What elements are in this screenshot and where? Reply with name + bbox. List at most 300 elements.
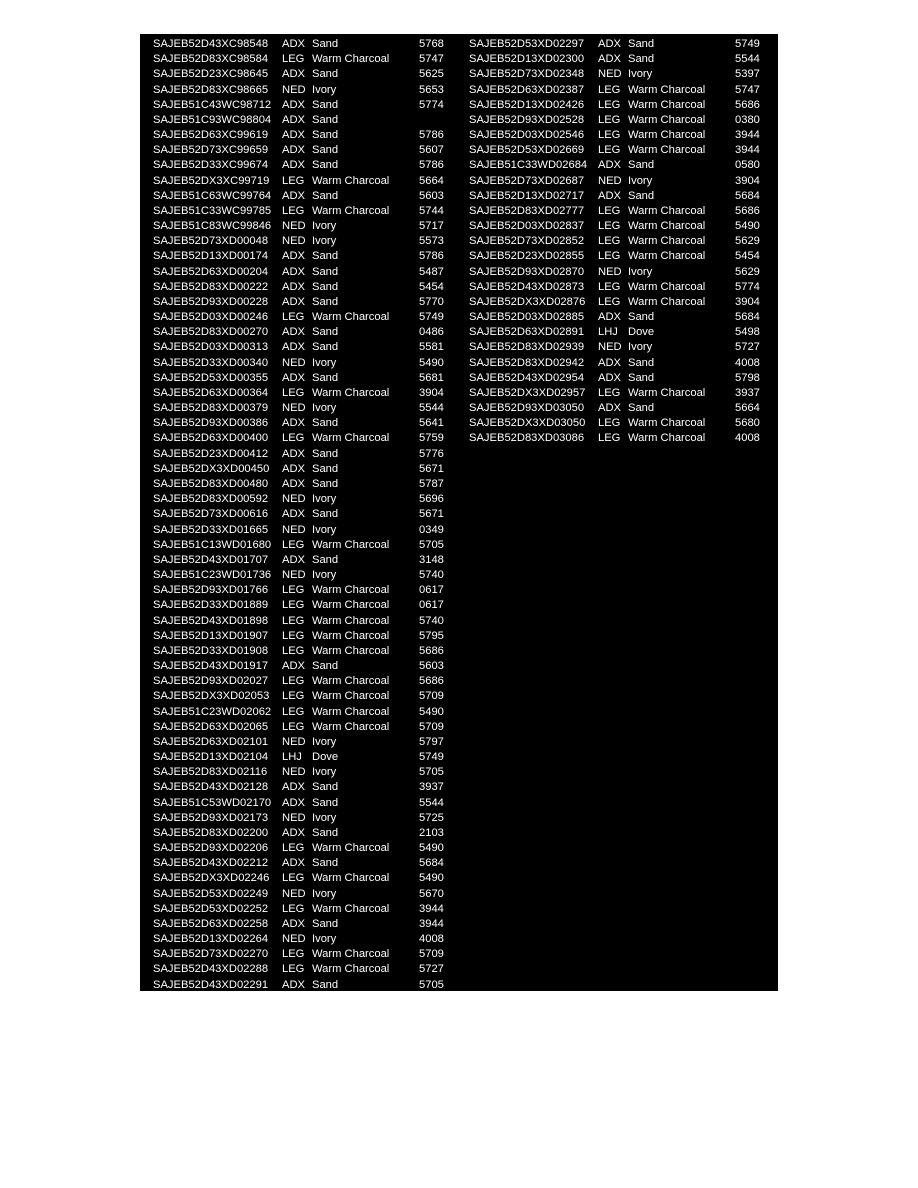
trim-code: LEG <box>282 204 305 217</box>
trim-color: Sand <box>628 371 655 384</box>
vin-number: SAJEB52D83XD00270 <box>153 326 269 339</box>
vin-number: SAJEB52D13XD02104 <box>153 751 269 764</box>
trim-code: NED <box>282 402 306 415</box>
trim-code: ADX <box>282 508 306 521</box>
trim-color: Sand <box>312 68 339 81</box>
vin-number: SAJEB52D73XD00048 <box>153 235 269 248</box>
trim-color: Sand <box>628 402 655 415</box>
trim-code: LEG <box>282 311 305 324</box>
trim-code: ADX <box>598 189 622 202</box>
trim-color: Warm Charcoal <box>312 963 390 976</box>
trim-code: NED <box>598 265 622 278</box>
record-number: 5717 <box>419 220 444 233</box>
record-number: 5487 <box>419 265 444 278</box>
trim-color: Sand <box>312 129 339 142</box>
trim-color: Warm Charcoal <box>628 295 706 308</box>
trim-color: Warm Charcoal <box>312 432 390 445</box>
trim-code: LEG <box>598 204 621 217</box>
record-number: 5544 <box>419 796 444 809</box>
vin-number: SAJEB52D43XD02954 <box>469 371 585 384</box>
record-number: 5603 <box>419 660 444 673</box>
trim-color: Sand <box>628 38 655 50</box>
trim-code: LEG <box>598 220 621 233</box>
record-number: 0580 <box>735 159 760 172</box>
vin-number: SAJEB52D63XD02258 <box>153 917 269 930</box>
trim-color: Sand <box>628 356 655 369</box>
trim-code: ADX <box>282 189 306 202</box>
trim-color: Ivory <box>312 493 337 506</box>
record-number: 5686 <box>735 204 760 217</box>
record-number: 5787 <box>419 477 444 490</box>
record-number: 5774 <box>419 98 444 111</box>
record-number: 5786 <box>419 250 444 263</box>
record-number: 2103 <box>419 826 444 839</box>
trim-color: Ivory <box>628 265 653 278</box>
trim-color: Warm Charcoal <box>312 872 390 885</box>
vin-number: SAJEB52D63XD02101 <box>153 735 269 748</box>
record-number: 0486 <box>419 326 444 339</box>
trim-color: Sand <box>312 250 339 263</box>
trim-color: Warm Charcoal <box>312 720 390 733</box>
vin-number: SAJEB52D93XD02870 <box>469 265 585 278</box>
record-number: 3944 <box>419 902 444 915</box>
trim-code: LEG <box>282 948 305 961</box>
vin-number: SAJEB52D73XD02270 <box>153 948 269 961</box>
trim-color: Sand <box>312 341 339 354</box>
trim-color: Sand <box>312 477 339 490</box>
vin-number: SAJEB52D13XD02426 <box>469 98 585 111</box>
trim-color: Sand <box>312 295 339 308</box>
vin-number: SAJEB52D93XD00386 <box>153 417 269 430</box>
vin-number: SAJEB52D43XD02873 <box>469 280 585 293</box>
trim-color: Ivory <box>312 766 337 779</box>
vin-number: SAJEB52D53XD02297 <box>469 38 585 50</box>
trim-color: Sand <box>312 113 339 126</box>
vin-number: SAJEB52D13XD02300 <box>469 53 585 66</box>
vin-number: SAJEB52D33XD01908 <box>153 644 269 657</box>
record-number: 5490 <box>735 220 760 233</box>
trim-color: Sand <box>628 159 655 172</box>
vin-number: SAJEB52D53XD02252 <box>153 902 269 915</box>
record-number: 5544 <box>419 402 444 415</box>
trim-code: LEG <box>598 98 621 111</box>
trim-color: Ivory <box>312 735 337 748</box>
trim-color: Warm Charcoal <box>628 83 706 96</box>
trim-color: Ivory <box>312 83 337 96</box>
trim-code: LEG <box>598 250 621 263</box>
trim-code: LEG <box>598 129 621 142</box>
record-number: 5749 <box>419 311 444 324</box>
trim-code: LEG <box>598 386 621 399</box>
trim-code: NED <box>598 68 622 81</box>
trim-code: ADX <box>282 280 306 293</box>
record-number: 5653 <box>419 83 444 96</box>
vin-number: SAJEB52D03XD00246 <box>153 311 269 324</box>
trim-code: LEG <box>282 963 305 976</box>
vin-number: SAJEB52D83XD00480 <box>153 477 269 490</box>
trim-color: Ivory <box>312 811 337 824</box>
trim-color: Warm Charcoal <box>312 599 390 612</box>
record-number: 3904 <box>735 174 760 187</box>
vin-number: SAJEB52D63XD02387 <box>469 83 585 96</box>
record-number: 0617 <box>419 599 444 612</box>
trim-code: ADX <box>282 796 306 809</box>
vin-number: SAJEB52D93XD03050 <box>469 402 585 415</box>
trim-color: Sand <box>628 189 655 202</box>
trim-code: LEG <box>282 174 305 187</box>
trim-code: ADX <box>282 826 306 839</box>
vin-number: SAJEB52D53XD02669 <box>469 144 585 157</box>
record-number: 5705 <box>419 766 444 779</box>
vin-number: SAJEB52D83XC98665 <box>153 83 269 96</box>
vin-number: SAJEB52D43XD02128 <box>153 781 269 794</box>
trim-code: LEG <box>282 675 305 688</box>
trim-code: ADX <box>598 371 622 384</box>
trim-color: Warm Charcoal <box>312 705 390 718</box>
record-number: 5768 <box>419 38 444 50</box>
trim-color: Warm Charcoal <box>312 311 390 324</box>
record-number: 5770 <box>419 295 444 308</box>
trim-color: Ivory <box>628 174 653 187</box>
record-number: 4008 <box>735 356 760 369</box>
vin-number: SAJEB51C23WD01736 <box>153 569 272 582</box>
record-number: 5727 <box>419 963 444 976</box>
record-number: 5454 <box>735 250 760 263</box>
trim-color: Sand <box>312 660 339 673</box>
trim-color: Dove <box>628 326 655 339</box>
vin-number: SAJEB51C33WC99785 <box>153 204 272 217</box>
trim-code: ADX <box>282 447 306 460</box>
trim-color: Sand <box>312 826 339 839</box>
record-number: 5607 <box>419 144 444 157</box>
trim-color: Warm Charcoal <box>312 174 390 187</box>
vin-number: SAJEB52D73XD00616 <box>153 508 269 521</box>
vin-number: SAJEB52D53XD00355 <box>153 371 269 384</box>
record-number: 5498 <box>735 326 760 339</box>
record-number: 5629 <box>735 235 760 248</box>
record-number: 5705 <box>419 538 444 551</box>
vin-number: SAJEB52D33XD00340 <box>153 356 269 369</box>
record-number: 5670 <box>419 887 444 900</box>
trim-code: NED <box>282 569 306 582</box>
record-number: 5490 <box>419 872 444 885</box>
vin-number: SAJEB52D43XD01898 <box>153 614 269 627</box>
vin-number: SAJEB52D73XC99659 <box>153 144 269 157</box>
trim-code: LEG <box>282 705 305 718</box>
trim-color: Warm Charcoal <box>628 235 706 248</box>
trim-code: ADX <box>282 462 306 475</box>
record-number: 3944 <box>419 917 444 930</box>
vin-number: SAJEB52D43XD01707 <box>153 553 269 566</box>
trim-color: Warm Charcoal <box>312 629 390 642</box>
trim-color: Warm Charcoal <box>628 220 706 233</box>
vin-number: SAJEB52DX3XC99719 <box>153 174 270 187</box>
vin-number: SAJEB52D43XD02212 <box>153 857 269 870</box>
trim-color: Warm Charcoal <box>312 842 390 855</box>
vin-number: SAJEB52D73XD02687 <box>469 174 585 187</box>
vin-list-panel <box>140 34 778 991</box>
record-number: 5740 <box>419 614 444 627</box>
vin-number: SAJEB52D73XD02348 <box>469 68 585 81</box>
trim-code: ADX <box>598 402 622 415</box>
record-number: 5490 <box>419 705 444 718</box>
record-number: 5759 <box>419 432 444 445</box>
record-number: 3904 <box>419 386 444 399</box>
trim-color: Sand <box>312 326 339 339</box>
record-number: 5747 <box>735 83 760 96</box>
vin-number: SAJEB52D03XD02885 <box>469 311 585 324</box>
record-number: 5680 <box>735 417 760 430</box>
record-number: 3944 <box>735 144 760 157</box>
vin-number: SAJEB52D83XD00222 <box>153 280 269 293</box>
record-number: 5681 <box>419 371 444 384</box>
vin-number: SAJEB52D43XC98548 <box>153 38 269 50</box>
trim-code: ADX <box>282 129 306 142</box>
trim-code: LEG <box>282 53 305 66</box>
trim-code: LEG <box>282 872 305 885</box>
trim-color: Warm Charcoal <box>628 129 706 142</box>
trim-code: ADX <box>282 98 306 111</box>
vin-number: SAJEB52DX3XD02053 <box>153 690 270 703</box>
vin-number: SAJEB52D23XD02855 <box>469 250 585 263</box>
trim-code: ADX <box>598 311 622 324</box>
vin-number: SAJEB51C93WC98804 <box>153 113 272 126</box>
vin-number: SAJEB52D83XD03086 <box>469 432 585 445</box>
vin-number: SAJEB52D93XD02027 <box>153 675 269 688</box>
record-number: 5795 <box>419 629 444 642</box>
trim-code: NED <box>598 174 622 187</box>
vin-number: SAJEB52D33XD01889 <box>153 599 269 612</box>
trim-code: ADX <box>598 38 622 50</box>
vin-number: SAJEB52D43XD01917 <box>153 660 269 673</box>
record-number: 5397 <box>735 68 760 81</box>
vin-number: SAJEB52D63XD02891 <box>469 326 585 339</box>
record-number: 0617 <box>419 584 444 597</box>
record-number: 5629 <box>735 265 760 278</box>
record-number: 5740 <box>419 569 444 582</box>
trim-code: ADX <box>598 53 622 66</box>
record-number: 5573 <box>419 235 444 248</box>
trim-color: Sand <box>312 371 339 384</box>
trim-color: Warm Charcoal <box>312 386 390 399</box>
record-number: 5798 <box>735 371 760 384</box>
trim-code: LEG <box>282 842 305 855</box>
trim-code: LEG <box>598 83 621 96</box>
trim-color: Sand <box>628 53 655 66</box>
trim-color: Ivory <box>312 523 337 536</box>
record-number: 5684 <box>735 189 760 202</box>
trim-color: Warm Charcoal <box>628 250 706 263</box>
trim-code: ADX <box>282 781 306 794</box>
record-number: 5686 <box>419 644 444 657</box>
record-number: 5603 <box>419 189 444 202</box>
record-number: 5684 <box>735 311 760 324</box>
vin-number: SAJEB52D03XD02837 <box>469 220 585 233</box>
record-number: 0380 <box>735 113 760 126</box>
trim-code: LEG <box>282 690 305 703</box>
trim-color: Sand <box>312 189 339 202</box>
record-number: 5544 <box>735 53 760 66</box>
trim-code: LEG <box>282 629 305 642</box>
trim-code: ADX <box>598 159 622 172</box>
trim-code: NED <box>282 83 306 96</box>
trim-code: ADX <box>282 159 306 172</box>
record-number: 3937 <box>419 781 444 794</box>
trim-color: Ivory <box>628 341 653 354</box>
trim-color: Sand <box>312 462 339 475</box>
trim-code: LEG <box>282 902 305 915</box>
trim-code: LEG <box>282 720 305 733</box>
trim-color: Sand <box>628 311 655 324</box>
record-number: 5641 <box>419 417 444 430</box>
trim-color: Sand <box>312 857 339 870</box>
trim-color: Warm Charcoal <box>628 432 706 445</box>
trim-color: Ivory <box>312 220 337 233</box>
vin-number: SAJEB51C13WD01680 <box>153 538 272 551</box>
vin-number: SAJEB52DX3XD02876 <box>469 295 586 308</box>
vin-number: SAJEB52D93XD02173 <box>153 811 269 824</box>
record-number: 5581 <box>419 341 444 354</box>
record-number: 5696 <box>419 493 444 506</box>
vin-number: SAJEB52D33XC99674 <box>153 159 269 172</box>
trim-color: Warm Charcoal <box>312 53 390 66</box>
record-number: 5490 <box>419 356 444 369</box>
trim-color: Sand <box>312 159 339 172</box>
record-number: 3937 <box>735 386 760 399</box>
trim-code: ADX <box>282 38 306 50</box>
vin-number: SAJEB51C83WC99846 <box>153 220 272 233</box>
trim-code: LEG <box>282 432 305 445</box>
record-number: 5709 <box>419 690 444 703</box>
trim-color: Sand <box>312 917 339 930</box>
trim-code: LEG <box>598 280 621 293</box>
trim-color: Warm Charcoal <box>312 644 390 657</box>
vin-number: SAJEB52D93XD00228 <box>153 295 269 308</box>
trim-code: LEG <box>598 417 621 430</box>
trim-color: Ivory <box>312 235 337 248</box>
trim-code: NED <box>282 735 306 748</box>
record-number: 5454 <box>419 280 444 293</box>
vin-number: SAJEB52DX3XD03050 <box>469 417 586 430</box>
trim-code: ADX <box>282 250 306 263</box>
record-number: 5664 <box>735 402 760 415</box>
trim-code: ADX <box>282 144 306 157</box>
vin-number: SAJEB52D13XD02717 <box>469 189 585 202</box>
record-number: 5744 <box>419 204 444 217</box>
trim-color: Dove <box>312 751 339 764</box>
trim-color: Sand <box>312 280 339 293</box>
vin-number: SAJEB52D93XD01766 <box>153 584 269 597</box>
trim-code: NED <box>282 356 306 369</box>
vin-number: SAJEB51C33WD02684 <box>469 159 588 172</box>
trim-code: ADX <box>282 417 306 430</box>
trim-code: NED <box>282 493 306 506</box>
vin-number: SAJEB52D13XD00174 <box>153 250 269 263</box>
trim-color: Warm Charcoal <box>312 675 390 688</box>
record-number: 5686 <box>419 675 444 688</box>
record-number: 3944 <box>735 129 760 142</box>
record-number: 4008 <box>419 933 444 946</box>
vin-number: SAJEB52D43XD02291 <box>153 978 269 991</box>
trim-color: Warm Charcoal <box>312 584 390 597</box>
vin-number: SAJEB52D93XD02528 <box>469 113 585 126</box>
trim-color: Warm Charcoal <box>312 204 390 217</box>
trim-code: LEG <box>282 584 305 597</box>
record-number: 5747 <box>419 53 444 66</box>
vin-number: SAJEB51C63WC99764 <box>153 189 272 202</box>
record-number: 5686 <box>735 98 760 111</box>
trim-color: Warm Charcoal <box>312 614 390 627</box>
trim-code: ADX <box>282 265 306 278</box>
record-number: 5727 <box>735 341 760 354</box>
vin-number: SAJEB52DX3XD02246 <box>153 872 270 885</box>
trim-code: ADX <box>282 341 306 354</box>
trim-code: ADX <box>282 660 306 673</box>
vin-number: SAJEB52D93XD02206 <box>153 842 269 855</box>
trim-color: Sand <box>312 38 339 50</box>
record-number: 5490 <box>419 842 444 855</box>
vin-number: SAJEB52D83XD02116 <box>153 766 268 779</box>
trim-color: Sand <box>312 144 339 157</box>
vin-number: SAJEB52D83XD02777 <box>469 204 585 217</box>
vin-number: SAJEB52D83XD02942 <box>469 356 585 369</box>
trim-code: NED <box>282 887 306 900</box>
trim-code: ADX <box>598 356 622 369</box>
vin-number: SAJEB52D73XD02852 <box>469 235 585 248</box>
trim-code: ADX <box>282 371 306 384</box>
trim-color: Warm Charcoal <box>628 417 706 430</box>
trim-code: ADX <box>282 113 306 126</box>
trim-color: Ivory <box>312 356 337 369</box>
record-number: 5749 <box>735 38 760 50</box>
trim-color: Ivory <box>312 402 337 415</box>
trim-code: NED <box>282 933 306 946</box>
trim-code: ADX <box>282 68 306 81</box>
trim-code: LEG <box>282 599 305 612</box>
vin-number: SAJEB52D23XD00412 <box>153 447 269 460</box>
vin-number: SAJEB52D63XD00364 <box>153 386 269 399</box>
record-number: 5776 <box>419 447 444 460</box>
trim-code: LEG <box>282 538 305 551</box>
trim-code: LEG <box>598 235 621 248</box>
trim-color: Ivory <box>312 569 337 582</box>
trim-code: NED <box>598 341 622 354</box>
vin-number: SAJEB52DX3XD00450 <box>153 462 270 475</box>
vin-number: SAJEB52D03XD02546 <box>469 129 585 142</box>
record-number: 5786 <box>419 159 444 172</box>
trim-code: LEG <box>282 614 305 627</box>
vin-number: SAJEB52D33XD01665 <box>153 523 269 536</box>
vin-number: SAJEB52D13XD01907 <box>153 629 269 642</box>
record-number: 5684 <box>419 857 444 870</box>
vin-number: SAJEB52D03XD00313 <box>153 341 269 354</box>
record-number: 5671 <box>419 508 444 521</box>
trim-color: Sand <box>312 781 339 794</box>
vin-number: SAJEB51C23WD02062 <box>153 705 272 718</box>
record-number: 5797 <box>419 735 444 748</box>
vin-number: SAJEB52D63XD00204 <box>153 265 269 278</box>
record-number: 5709 <box>419 948 444 961</box>
trim-color: Ivory <box>312 933 337 946</box>
trim-color: Sand <box>312 508 339 521</box>
trim-code: NED <box>282 766 306 779</box>
vin-number: SAJEB51C43WC98712 <box>153 98 272 111</box>
trim-color: Warm Charcoal <box>628 204 706 217</box>
record-number: 5671 <box>419 462 444 475</box>
trim-code: LEG <box>282 386 305 399</box>
trim-code: ADX <box>282 326 306 339</box>
record-number: 5774 <box>735 280 760 293</box>
